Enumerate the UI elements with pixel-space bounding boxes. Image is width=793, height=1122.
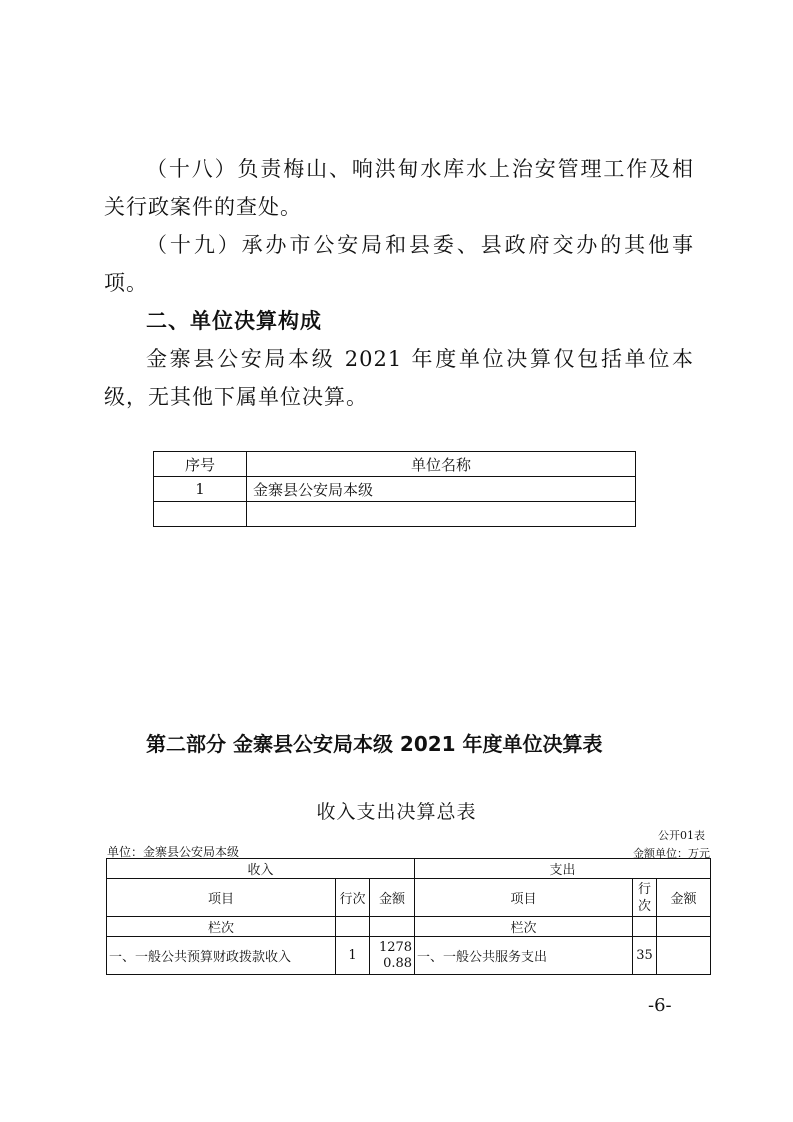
cell-seq: 1 xyxy=(154,477,247,502)
col-row: 行次 xyxy=(336,879,370,917)
unit-list-table xyxy=(153,451,636,527)
table-header-row xyxy=(107,859,711,879)
empty-cell xyxy=(336,917,370,937)
income-header: 收入 xyxy=(107,859,415,879)
empty-cell xyxy=(657,917,711,937)
summary-table-title: 收入支出决算总表 xyxy=(316,801,477,823)
col-amount: 金额 xyxy=(657,879,711,917)
cell-unit-name xyxy=(247,502,636,527)
col-item: 项目 xyxy=(415,879,633,917)
expense-item: 一、一般公共服务支出 xyxy=(415,937,633,975)
table-row xyxy=(107,937,711,975)
table-header-row xyxy=(107,879,711,917)
expense-amount xyxy=(657,937,711,975)
paragraph-item-18: （十八）负责梅山、响洪甸水库水上治安管理工作及相关行政案件的查处。 xyxy=(104,157,694,219)
header-unit-name: 单位名称 xyxy=(247,452,636,477)
col-amount: 金额 xyxy=(370,879,415,917)
header-seq: 序号 xyxy=(154,452,247,477)
page-number: -6- xyxy=(648,995,672,1016)
income-item: 一、一般公共预算财政拨款收入 xyxy=(107,937,336,975)
section-heading-unit-composition: 二、单位决算构成 xyxy=(146,309,322,333)
lanci-cell: 栏次 xyxy=(107,917,336,937)
form-code: 公开01表 xyxy=(658,829,705,842)
unit-label: 单位：金寨县公安局本级 xyxy=(107,845,240,859)
table-row xyxy=(154,477,636,502)
lanci-cell: 栏次 xyxy=(415,917,633,937)
part-two-title: 第二部分 金寨县公安局本级 2021 年度单位决算表 xyxy=(146,732,603,756)
expense-row-number: 35 xyxy=(633,937,657,975)
income-expense-summary-table xyxy=(106,858,711,975)
income-row-number: 1 xyxy=(336,937,370,975)
paragraph-item-19: （十九）承办市公安局和县委、县政府交办的其他事项。 xyxy=(104,233,694,295)
table-row xyxy=(107,917,711,937)
table-header-row xyxy=(154,452,636,477)
cell-seq xyxy=(154,502,247,527)
col-item: 项目 xyxy=(107,879,336,917)
col-row: 行次 xyxy=(633,879,657,917)
empty-cell xyxy=(633,917,657,937)
amount-unit-label: 金额单位：万元 xyxy=(633,847,710,860)
table-row xyxy=(154,502,636,527)
section-body-unit-composition: 金寨县公安局本级 2021 年度单位决算仅包括单位本级，无其他下属单位决算。 xyxy=(104,347,694,409)
expense-header: 支出 xyxy=(415,859,711,879)
empty-cell xyxy=(370,917,415,937)
income-amount: 12780.88 xyxy=(370,937,415,975)
cell-unit-name: 金寨县公安局本级 xyxy=(247,477,636,502)
